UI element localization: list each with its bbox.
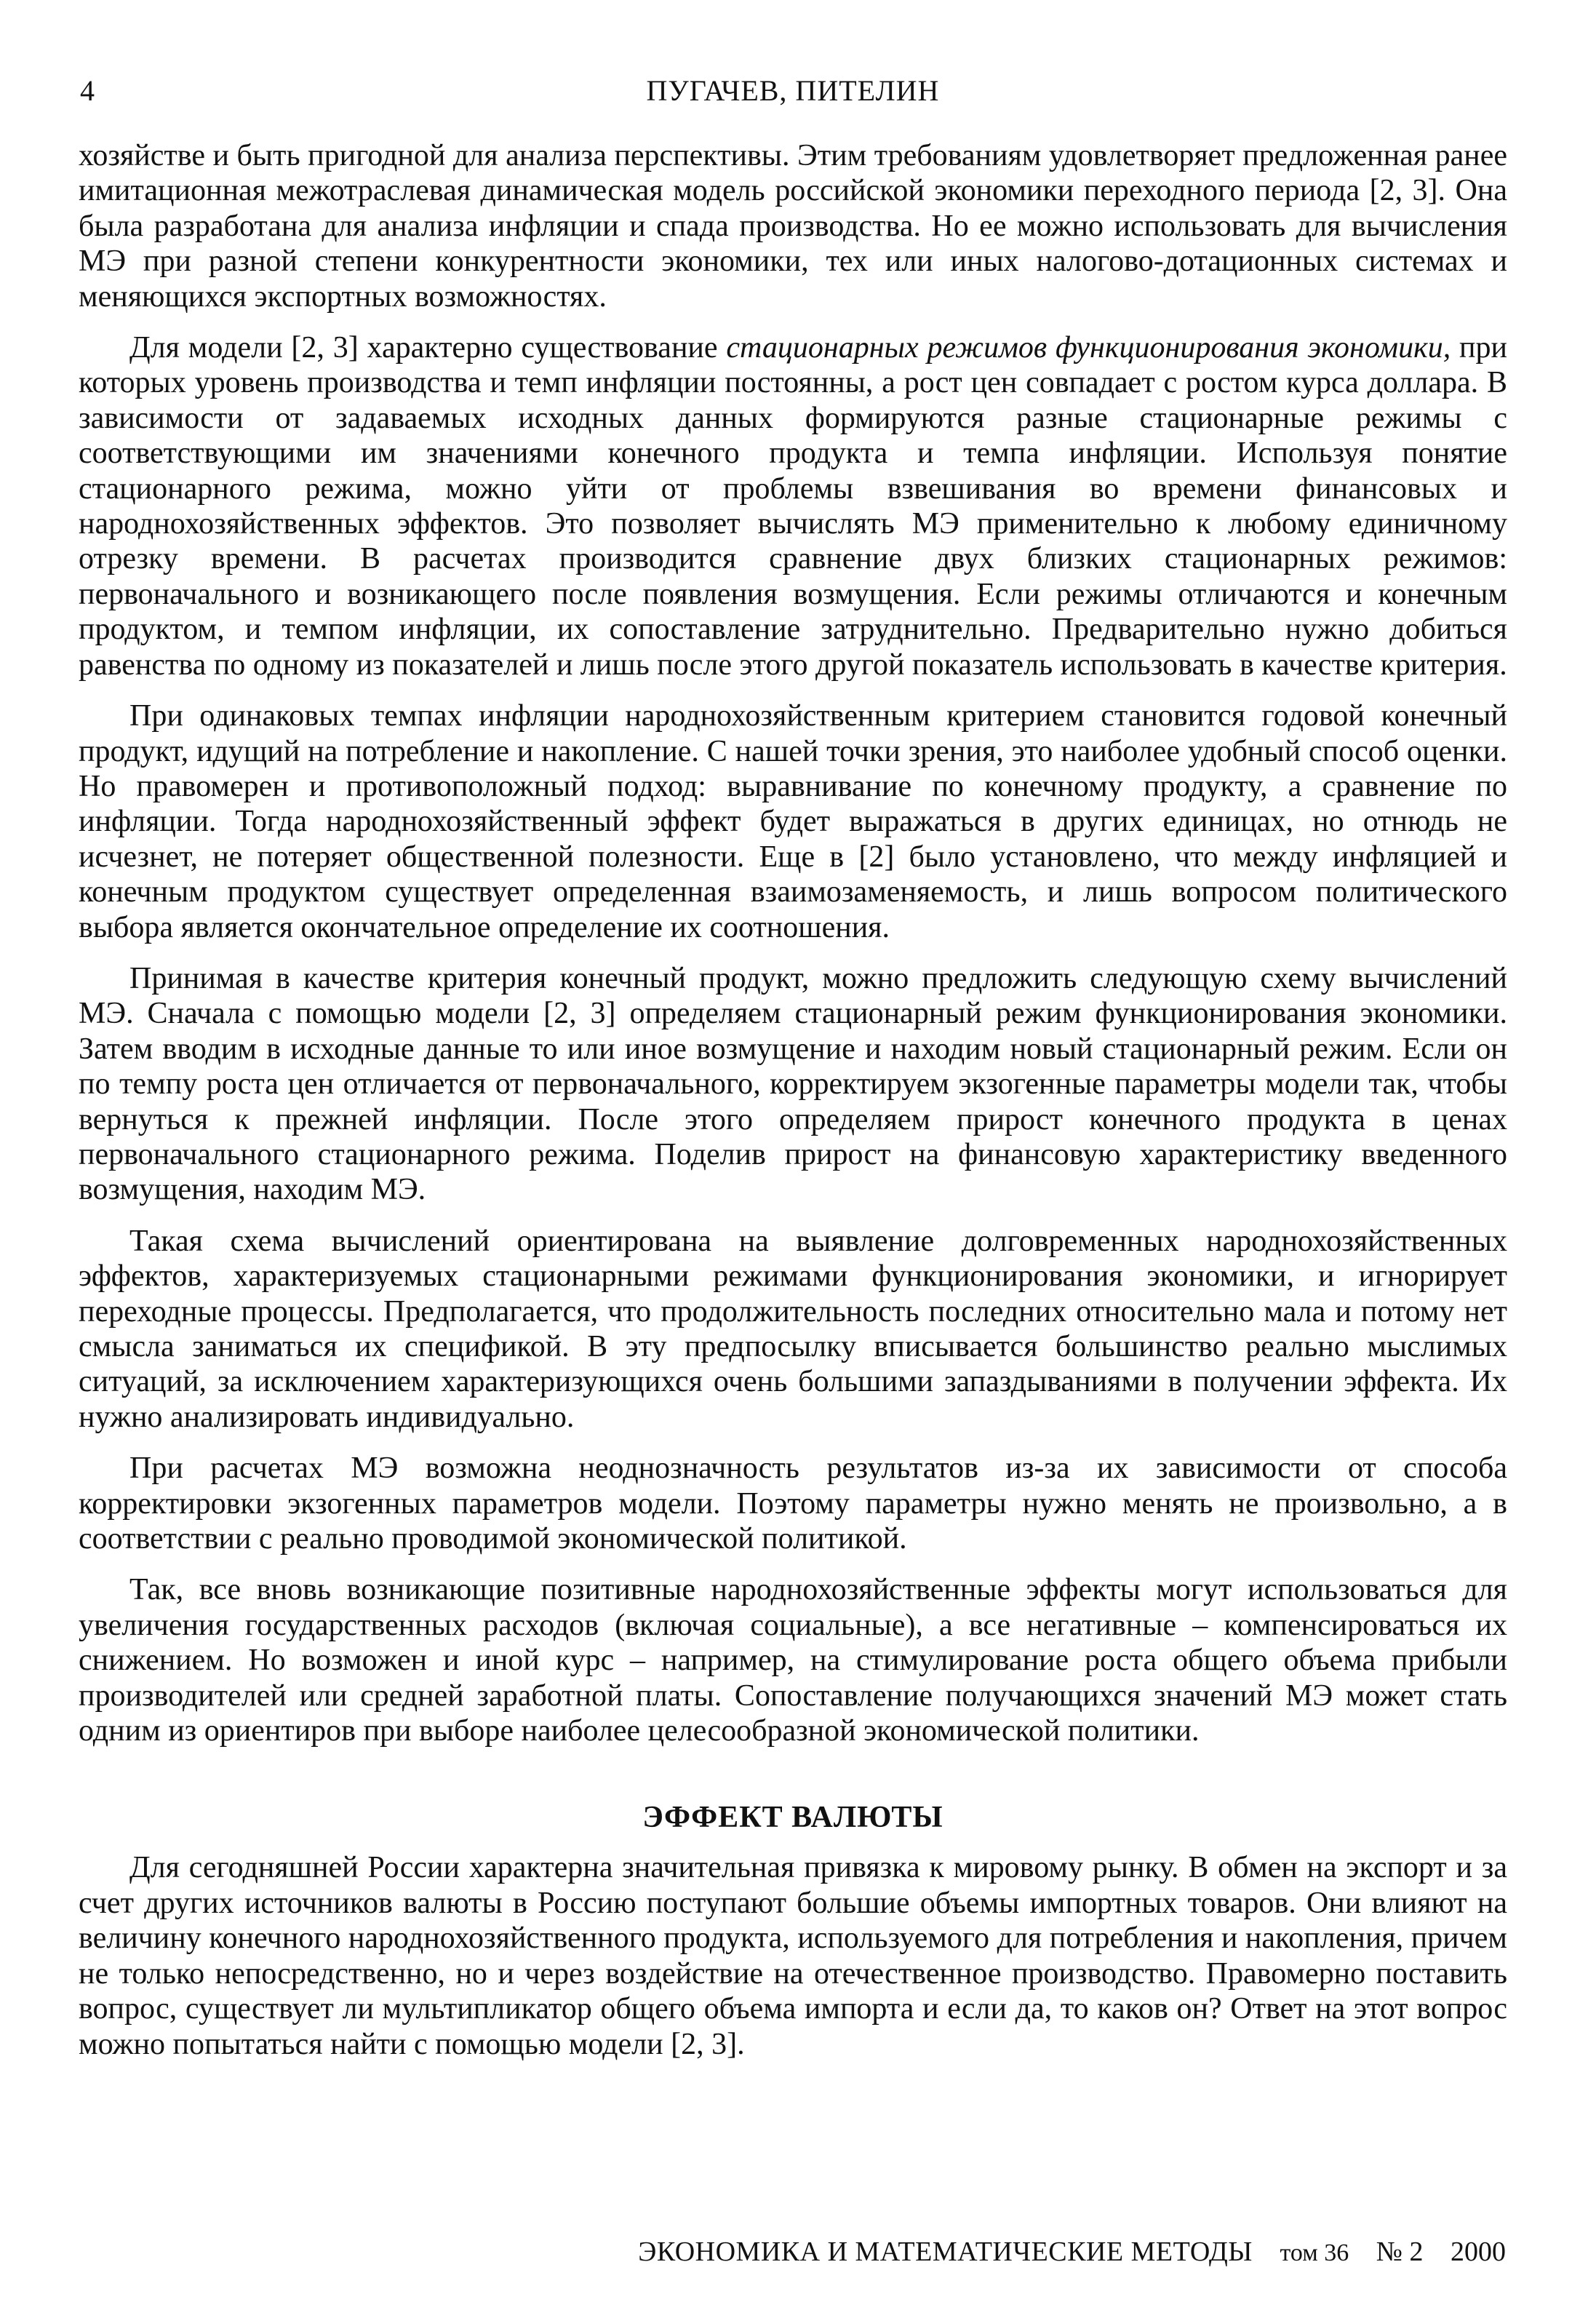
running-title: ПУГАЧЕВ, ПИТЕЛИН [646,74,940,107]
paragraph-2-italic-term: стационарных режимов функционирования экономики, [726,331,1451,365]
page-header [80,73,1506,116]
page-number: 4 [80,74,95,107]
page-footer [80,2234,1506,2277]
journal-name: ЭКОНОМИКА И МАТЕМАТИЧЕСКИЕ МЕТОДЫ [638,2237,1253,2267]
paragraph-2-start: Для модели [2, 3] характерно существование [129,331,727,365]
paragraph-8: Для сегодняшней России характерна значительная привязка к мировому рынку. В обмен на экспорт и за счет других источников валюты в Россию поступают большие объемы импортных товаров. Они влияют на величину конечного народнохозяйственного продукта, используемого для потребления и накопления, причем не только непосредственно, но и через воздействие на отечественное производство. Правомерно поставить вопрос, существует ли мультипликатор общего объема импорта и если да, то каков он? Ответ на этот вопрос можно попытаться найти с помощью модели [2, 3]. [79,1851,1507,2061]
paragraph-3: При одинаковых темпах инфляции народнохозяйственным критерием становится годовой конечный продукт, идущий на потребление и накопление. С нашей точки зрения, это наиболее удобный способ оценки. Но правомерен и противоположный подход: выравнивание по конечному продукту, а сравнение по инфляции. Тогда народнохозяйственный эффект будет выражаться в других единицах, но отнюдь не исчезнет, не потеряет общественной полезности. Еще в [2] было установлено, что между инфляцией и конечным продуктом существует определенная взаимозаменяемость, и лишь вопросом политического выбора является окончательное определение их соотношения. [79,699,1507,944]
journal-year: 2000 [1451,2237,1506,2267]
paragraph-2-rest: при которых уровень производства и темп инфляции постоянны, а рост цен совпадает с ростом курса доллара. В зависимости от задаваемых исходных данных формируются разные стационарные режимы с соответствующими им значениями конечного продукта и темпа инфляции. Используя понятие стационарного режима, можно уйти от проблемы взвешивания во времени финансовых и народнохозяйственных эффектов. Это позволяет вычислять МЭ применительно к любому единичному отрезку времени. В расчетах производится сравнение двух близких стационарных режимов: первоначального и возникающего после появления возмущения. Если режимы отличаются и конечным продуктом, и темпом инфляции, их сопоставление затруднительно. Предварительно нужно добиться равенства по одному из показателей и лишь после этого другой показатель использовать в качестве критерия. [79,331,1508,682]
paragraph-7: Так, все вновь возникающие позитивные народнохозяйственные эффекты могут использоваться для увеличения государственных расходов (включая социальные), а все негативные – компенсироваться их снижением. Но возможен и иной курс – например, на стимулирование роста общего объема прибыли производителей или средней заработной платы. Сопоставление получающихся значений МЭ может стать одним из ориентиров при выборе наиболее целесообразной экономической политики. [79,1573,1507,1748]
journal-issue: № 2 [1376,2237,1424,2267]
paragraph-2 [79,330,1507,682]
paragraph-5: Такая схема вычислений ориентирована на выявление долговременных народнохозяйственных эффектов, характеризуемых стационарными режимами функционирования экономики, и игнорирует переходные процессы. Предполагается, что продолжительность последних относительно мала и потому нет смысла заниматься их спецификой. В эту предпосылку вписывается большинство реально мыслимых ситуаций, за исключением характеризующихся очень большими запаздываниями в получении эффекта. Их нужно анализировать индивидуально. [79,1224,1507,1434]
journal-volume: том 36 [1280,2239,1349,2266]
paragraph-1: хозяйстве и быть пригодной для анализа перспективы. Этим требованиям удовлетворяет предложенная ранее имитационная межотраслевая динамическая модель российской экономики переходного периода [2, 3]. Она была разработана для анализа инфляции и спада производства. Но ее можно использовать для вычисления МЭ при разной степени конкурентности экономики, тех или иных налогово-дотационных системах и меняющихся экспортных возможностях. [79,139,1507,314]
section-heading: ЭФФЕКТ ВАЛЮТЫ [642,1801,943,1835]
article-body [79,138,1507,2078]
paragraph-4: Принимая в качестве критерия конечный продукт, можно предложить следующую схему вычислений МЭ. Сначала с помощью модели [2, 3] определяем стационарный режим функционирования экономики. Затем вводим в исходные данные то или иное возмущение и находим новый стационарный режим. Если он по темпу роста цен отличается от первоначального, корректируем экзогенные параметры модели так, чтобы вернуться к прежней инфляции. После этого определяем прирост конечного продукта в ценах первоначального стационарного режима. Поделив прирост на финансовую характеристику введенного возмущения, находим МЭ. [79,961,1507,1207]
paragraph-6: При расчетах МЭ возможна неоднозначность результатов из-за их зависимости от способа корректировки экзогенных параметров модели. Поэтому параметры нужно менять не произвольно, а в соответствии с реально проводимой экономической политикой. [79,1451,1507,1556]
